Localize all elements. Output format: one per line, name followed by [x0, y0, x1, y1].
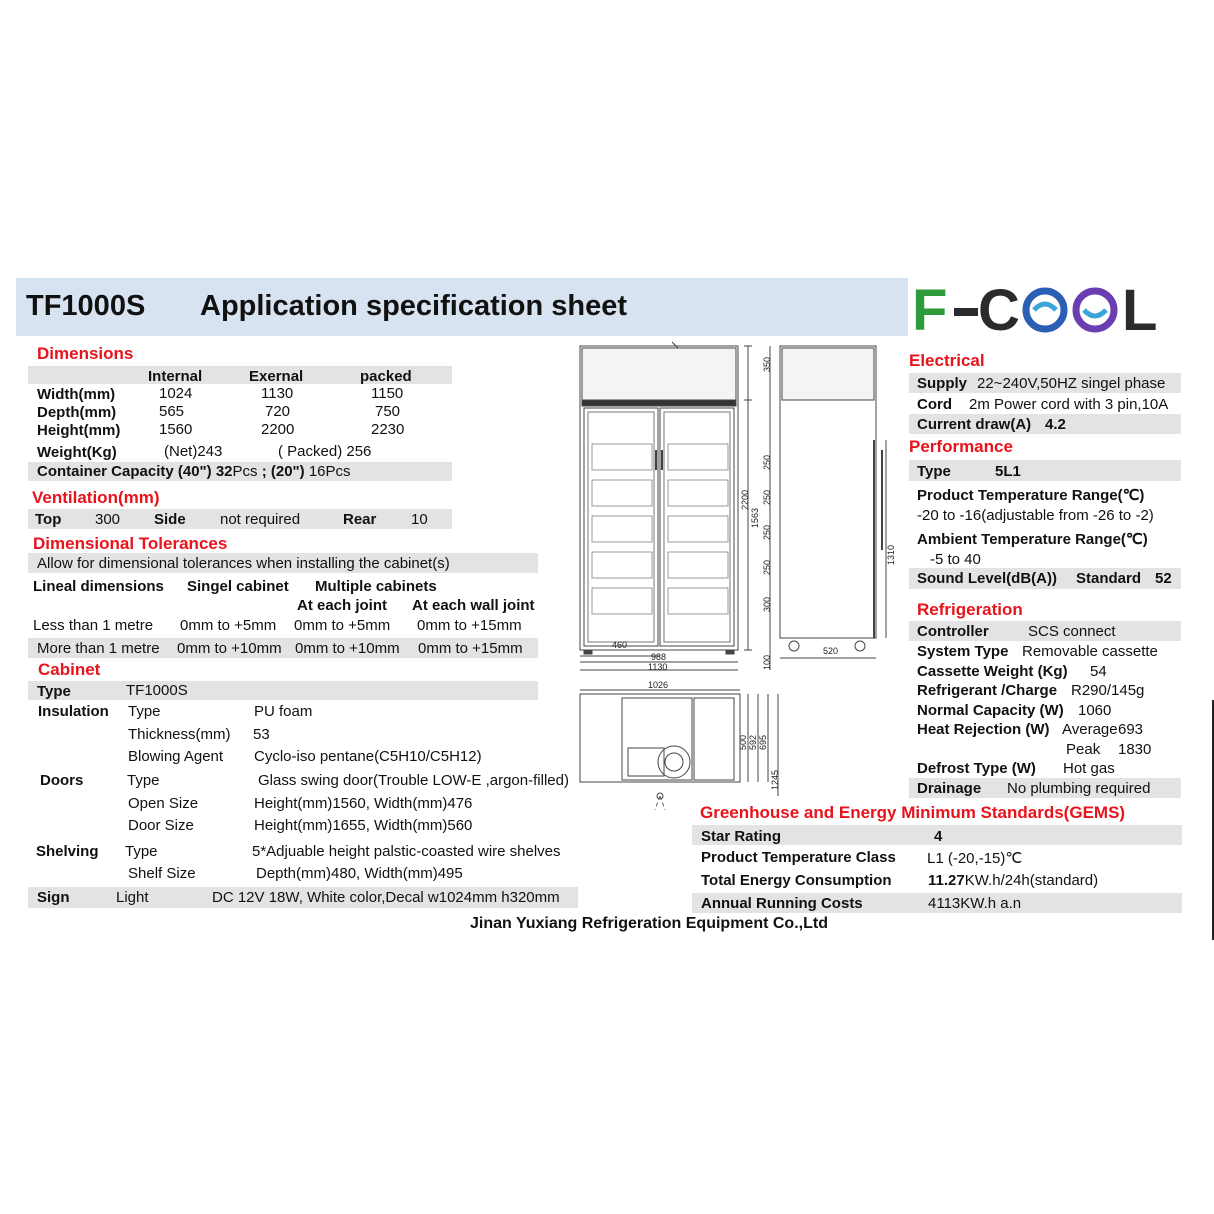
- refrigerant-label: Refrigerant /Charge: [917, 682, 1058, 699]
- open-size: Height(mm)1560, Width(mm)476: [254, 795, 473, 812]
- weight-packed: ( Packed) 256: [278, 443, 372, 460]
- perf-type-label: Type: [917, 463, 951, 480]
- dim-value: 2200: [261, 421, 295, 438]
- open-size-label: Open Size: [128, 795, 199, 812]
- vent-side: not required: [220, 511, 301, 528]
- star-rating: 4: [934, 828, 943, 845]
- tol-joint: 0mm to +10mm: [295, 640, 400, 657]
- atr: -5 to 40: [930, 551, 981, 568]
- tol-col-multiple: Multiple cabinets: [315, 578, 437, 595]
- dim-label: 100: [762, 654, 772, 670]
- tol-row-label: More than 1 metre: [37, 640, 160, 657]
- shelf-type-label: Type: [125, 843, 158, 860]
- supply-label: Supply: [917, 375, 968, 392]
- cassette: 54: [1090, 663, 1107, 680]
- tec-label: Total Energy Consumption: [701, 872, 892, 889]
- performance-heading: Performance: [909, 437, 1013, 456]
- tol-wall: 0mm to +15mm: [418, 640, 523, 657]
- cord: 2m Power cord with 3 pin,10A: [969, 396, 1169, 413]
- dim-col-internal: Internal: [148, 368, 203, 385]
- container-capacity: [37, 463, 351, 480]
- tec-unit: KW.h/24h(standard): [964, 872, 1099, 889]
- ventilation-heading: Ventilation(mm): [32, 488, 160, 507]
- dim-label: 250: [762, 524, 772, 540]
- shelf-size: Depth(mm)480, Width(mm)495: [256, 865, 463, 882]
- star-label: Star Rating: [701, 828, 782, 845]
- shelf-type: 5*Adjuable height palstic-coasted wire shelves: [252, 843, 561, 860]
- capacity-label: Normal Capacity (W): [917, 702, 1064, 719]
- dim-value: 2230: [371, 421, 405, 438]
- dim-label: 2200: [740, 489, 750, 510]
- dim-value: 1150: [371, 385, 404, 402]
- dim-label: 250: [762, 454, 772, 470]
- ptr: -20 to -16(adjustable from -26 to -2): [917, 507, 1154, 524]
- thickness-label: Thickness(mm): [128, 726, 231, 743]
- container-label: Container Capacity (40"): [37, 463, 212, 480]
- heat-peak: 1830: [1118, 741, 1152, 758]
- dim-label: 1563: [750, 507, 760, 528]
- tolerances-note: Allow for dimensional tolerances when installing the cabinet(s): [37, 555, 450, 572]
- dim-label: 520: [823, 646, 839, 656]
- cabinet-technical-drawing: [572, 340, 902, 810]
- shelf-size-label: Shelf Size: [128, 865, 196, 882]
- cabinet-type-band: [28, 681, 538, 700]
- arc: 4113KW.h a.n: [928, 895, 1022, 912]
- insulation-label: Insulation: [38, 703, 109, 720]
- sound-std-label: Standard: [1076, 570, 1142, 587]
- dim-label: 300: [762, 596, 772, 612]
- dim-label: 350: [762, 356, 772, 372]
- current: 4.2: [1045, 416, 1066, 433]
- f-cool-logo: [910, 282, 1185, 336]
- system: Removable cassette: [1022, 643, 1158, 660]
- dim-row-label: Depth(mm): [37, 404, 117, 421]
- container-40: 32: [215, 463, 233, 480]
- door-size: Height(mm)1655, Width(mm)560: [254, 817, 473, 834]
- perf-type: 5L1: [995, 463, 1021, 480]
- tec: [928, 872, 1098, 889]
- dim-value: 1130: [261, 385, 294, 402]
- refrigerant: R290/145g: [1071, 682, 1145, 699]
- door-type-label: Type: [127, 772, 160, 789]
- dim-label: 1245: [770, 769, 780, 790]
- dim-label: 250: [762, 559, 772, 575]
- dim-label: 1310: [886, 544, 896, 565]
- capacity: 1060: [1078, 702, 1112, 719]
- electrical-heading: Electrical: [909, 351, 985, 370]
- tol-col-single: Singel cabinet: [187, 578, 289, 595]
- ptc-label: Product Temperature Class: [701, 849, 896, 866]
- dim-row-label: Width(mm): [37, 386, 116, 403]
- vent-rear-label: Rear: [343, 511, 377, 528]
- tol-col-joint: At each joint: [297, 597, 388, 614]
- drainage: No plumbing required: [1007, 780, 1151, 797]
- tol-col-lineal: Lineal dimensions: [33, 578, 164, 595]
- dim-row-label: Height(mm): [37, 422, 121, 439]
- atr-label: Ambient Temperature Range(℃): [917, 531, 1148, 548]
- dim-value: 565: [159, 403, 185, 420]
- dim-value: 1024: [159, 385, 193, 402]
- door-size-label: Door Size: [128, 817, 194, 834]
- doors-label: Doors: [40, 772, 84, 789]
- ptr-label: Product Temperature Range(℃): [917, 487, 1145, 504]
- cab-type: TF1000S: [126, 682, 188, 699]
- dim-col-external: Exernal: [249, 368, 304, 385]
- vent-top: 300: [95, 511, 121, 528]
- cord-label: Cord: [917, 396, 952, 413]
- dim-label: 500: [738, 734, 748, 750]
- sound-label: Sound Level(dB(A)): [917, 570, 1057, 587]
- blowing-label: Blowing Agent: [128, 748, 224, 765]
- model-number: TF1000S: [26, 290, 146, 322]
- company-name: Jinan Yuxiang Refrigeration Equipment Co.,Ltd: [470, 915, 828, 932]
- heat-avg-label: Average: [1062, 721, 1118, 738]
- weight-net: (Net)243: [164, 443, 223, 460]
- svg-text:L: L: [1122, 282, 1158, 336]
- sign-spec: DC 12V 18W, White color,Decal w1024mm h320mm: [212, 889, 560, 906]
- dimensions-heading: Dimensions: [37, 344, 134, 363]
- sign-label: Sign: [37, 889, 70, 906]
- thickness: 53: [253, 726, 270, 743]
- tol-col-wall: At each wall joint: [412, 597, 535, 614]
- page-title: Application specification sheet: [200, 290, 628, 322]
- svg-text:C: C: [978, 282, 1020, 336]
- controller: SCS connect: [1028, 623, 1116, 640]
- blowing: Cyclo-iso pentane(C5H10/C5H12): [254, 748, 482, 765]
- tol-single: 0mm to +5mm: [180, 617, 277, 634]
- door-type: Glass swing door(Trouble LOW-E ,argon-filled): [258, 772, 569, 789]
- arc-label: Annual Running Costs: [701, 895, 863, 912]
- container-pcs: Pcs: [232, 463, 258, 480]
- supply: 22~240V,50HZ singel phase: [977, 375, 1166, 392]
- cab-type-label: Type: [37, 683, 71, 700]
- tol-row-label: Less than 1 metre: [33, 617, 154, 634]
- heat-label: Heat Rejection (W): [917, 721, 1050, 738]
- svg-text:F: F: [912, 282, 948, 336]
- current-label: Current draw(A): [917, 416, 1032, 433]
- tec-value: 11.27: [928, 872, 965, 889]
- heat-avg: 693: [1118, 721, 1144, 738]
- tolerances-heading: Dimensional Tolerances: [33, 534, 228, 553]
- drainage-label: Drainage: [917, 780, 982, 797]
- tol-joint: 0mm to +5mm: [294, 617, 391, 634]
- shelving-label: Shelving: [36, 843, 99, 860]
- dim-label: 592: [748, 734, 758, 750]
- defrost: Hot gas: [1063, 760, 1115, 777]
- gems-heading: Greenhouse and Energy Minimum Standards(GEMS): [700, 803, 1126, 822]
- vent-rear: 10: [411, 511, 428, 528]
- dim-value: 750: [375, 403, 401, 420]
- container-sep: ;: [261, 463, 267, 480]
- dim-label: 250: [762, 489, 772, 505]
- refrigeration-heading: Refrigeration: [917, 600, 1023, 619]
- ins-type-label: Type: [128, 703, 161, 720]
- tol-single: 0mm to +10mm: [177, 640, 282, 657]
- system-label: System Type: [917, 643, 1009, 660]
- dim-label: 1130: [648, 662, 668, 672]
- dim-label: 695: [758, 734, 768, 750]
- weight-label: Weight(Kg): [37, 444, 117, 461]
- vent-top-label: Top: [35, 511, 62, 528]
- controller-label: Controller: [917, 623, 989, 640]
- dim-label: 988: [651, 652, 667, 662]
- dim-col-packed: packed: [360, 368, 412, 385]
- cassette-label: Cassette Weight (Kg): [917, 663, 1068, 680]
- defrost-label: Defrost Type (W): [917, 760, 1036, 777]
- sound: 52: [1155, 570, 1172, 587]
- dim-value: 1560: [159, 421, 193, 438]
- dim-label: 1026: [648, 680, 669, 690]
- container-20: 16Pcs: [308, 463, 351, 480]
- container-20-label: (20"): [270, 463, 305, 480]
- dim-label: 460: [612, 640, 628, 650]
- vent-side-label: Side: [154, 511, 186, 528]
- ins-type: PU foam: [254, 703, 313, 720]
- ptc: L1 (-20,-15)℃: [927, 850, 1023, 867]
- tol-wall: 0mm to +15mm: [417, 617, 522, 634]
- cabinet-heading: Cabinet: [38, 660, 101, 679]
- dim-value: 720: [265, 403, 291, 420]
- sign-light-label: Light: [116, 889, 149, 906]
- heat-peak-label: Peak: [1066, 741, 1101, 758]
